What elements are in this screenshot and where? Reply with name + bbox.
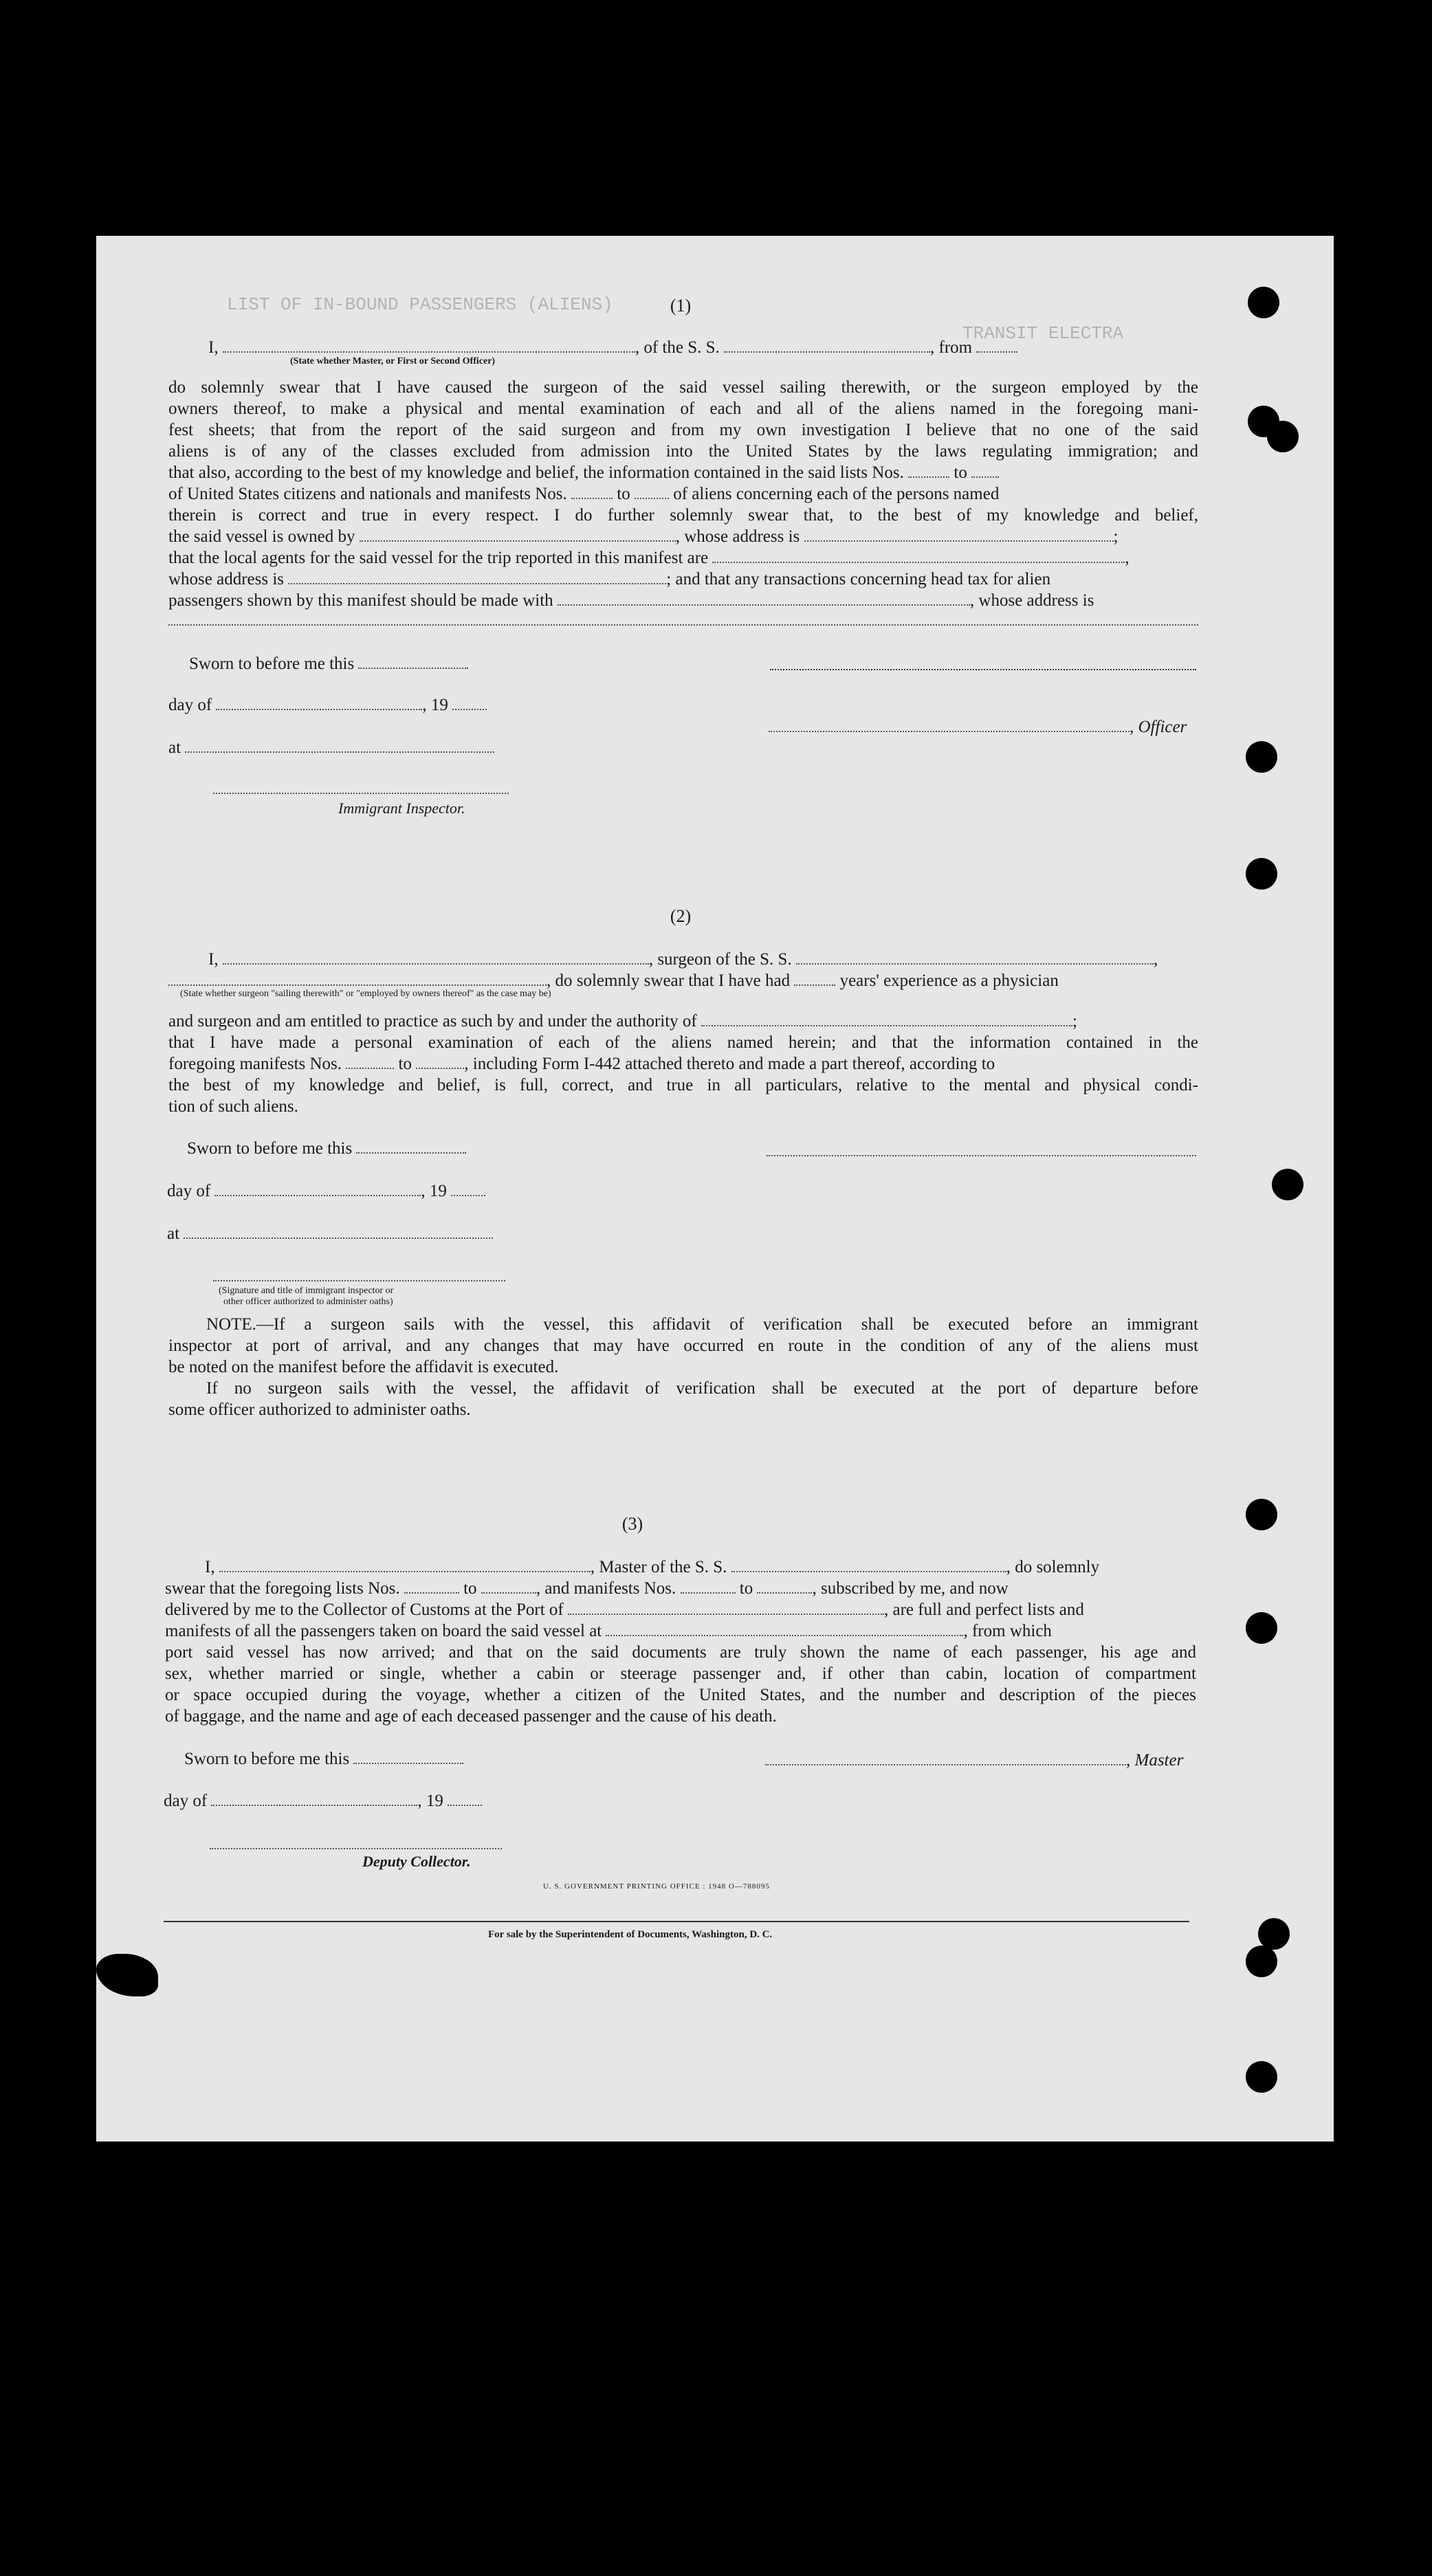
s2-at: at	[167, 1223, 493, 1245]
s3-line1: I, , Master of the S. S. , do solemnly	[205, 1558, 1100, 1576]
s3-day: day of , 19	[164, 1790, 482, 1812]
punch-hole	[1246, 1946, 1277, 1977]
s2-note-1: NOTE.—If a surgeon sails with the vessel, this affidavit of verification shall be executed before an immigrant	[206, 1315, 1198, 1334]
s1-body-4: that also, according to the best of my knowledge and belief, the information contained in the said lists Nos. to	[168, 462, 999, 484]
s1-body-3: aliens is of any of the classes excluded from admission into the United States by the laws regulating immigration; and	[168, 442, 1198, 461]
s2-body4: the best of my knowledge and belief, is full, correct, and true in all particulars, relative to the mental and physical condi-	[168, 1076, 1198, 1094]
s3-body-2: or space occupied during the voyage, whether a citizen of the United States, and the number and description of the pieces	[165, 1686, 1196, 1704]
s2-day: day of , 19	[167, 1180, 485, 1202]
s2-body2: that I have made a personal examination of each of the aliens named herein; and that the information contained in the	[168, 1033, 1198, 1052]
s1-sworn: Sworn to before me this	[189, 653, 468, 675]
s3-line2: swear that the foregoing lists Nos. to , and manifests Nos. to , subscribed by me, and now	[165, 1579, 1009, 1598]
punch-hole	[1248, 287, 1279, 318]
s1-officer: , Officer	[769, 716, 1187, 738]
footer-rule	[164, 1921, 1189, 1922]
s2-line2: , do solemnly swear that I have had years' experience as a physician	[168, 970, 1059, 992]
s3-sworn: Sworn to before me this	[184, 1748, 463, 1770]
s1-day: day of , 19	[168, 694, 487, 716]
s1-body-2: fest sheets; that from the report of the said surgeon and from my own investigation I believe that no one of the said	[168, 421, 1198, 439]
s3-body-0: port said vessel has now arrived; and that on the said documents are truly shown the name of each passenger, his age and	[165, 1643, 1196, 1662]
s1-inspector-line	[213, 793, 509, 794]
s1-hint: (State whether Master, or First or Second Officer)	[290, 356, 496, 366]
s2-sig-hint-1: (Signature and title of immigrant inspector or	[219, 1286, 394, 1296]
s3-line3: delivered by me to the Collector of Customs at the Port of , are full and perfect lists and	[165, 1600, 1084, 1619]
punch-hole	[1246, 1499, 1277, 1530]
s1-blank-line	[168, 624, 1198, 626]
s1-line1: I, , of the S. S. , from	[208, 337, 1198, 359]
s1-body-9: whose address is ; and that any transactions concerning head tax for alien	[168, 570, 1051, 588]
punch-hole	[1272, 1169, 1303, 1200]
punch-hole	[1246, 1612, 1277, 1644]
s1-body-6: therein is correct and true in every respect. I do further solemnly swear that, to the best of my knowledge and belief,	[168, 506, 1198, 525]
s1-at: at	[168, 737, 494, 759]
header-ghost: LIST OF IN-BOUND PASSENGERS (ALIENS)	[227, 294, 613, 315]
section-3-number: (3)	[621, 1514, 643, 1534]
s3-body-3: of baggage, and the name and age of each deceased passenger and the cause of his death.	[165, 1707, 777, 1726]
s3-collector-line	[210, 1848, 502, 1849]
s2-note-5: some officer authorized to administer oaths.	[168, 1400, 471, 1419]
s1-body-7: the said vessel is owned by , whose address is ;	[168, 527, 1119, 546]
punch-hole	[1246, 858, 1277, 890]
s1-body-8: that the local agents for the said vessel for the trip reported in this manifest are ,	[168, 549, 1130, 567]
s2-body3: foregoing manifests Nos. to , including Form I-442 attached thereto and made a part thereof, according to	[168, 1055, 995, 1073]
s2-sworn: Sworn to before me this	[187, 1138, 466, 1160]
header-ghost-right: TRANSIT ELECTRA	[962, 323, 1124, 344]
s2-sig-hint-2: other officer authorized to administer oaths)	[223, 1297, 393, 1307]
punch-hole	[1267, 421, 1299, 452]
s2-note-2: inspector at port of arrival, and any changes that may have occurred en route in the condition of any of the aliens must	[168, 1336, 1198, 1355]
s2-body1: and surgeon and am entitled to practice as such by and under the authority of ;	[168, 1012, 1077, 1031]
punch-hole	[1246, 2061, 1277, 2093]
s2-note-4: If no surgeon sails with the vessel, the affidavit of verification shall be executed at the port of departure before	[206, 1379, 1198, 1398]
s1-inspector: Immigrant Inspector.	[338, 800, 465, 817]
s1-body-0: do solemnly swear that I have caused the surgeon of the said vessel sailing therewith, or the surgeon employed by the	[168, 378, 1198, 397]
s3-master: , Master	[765, 1750, 1183, 1772]
gpo-imprint: U. S. GOVERNMENT PRINTING OFFICE : 1948 O—788095	[543, 1882, 770, 1891]
s2-inspector-line	[213, 1280, 505, 1281]
s1-body-5: of United States citizens and nationals and manifests Nos. to of aliens concerning each of the persons named	[168, 485, 1000, 503]
s3-line4: manifests of all the passengers taken on board the said vessel at , from which	[165, 1622, 1052, 1640]
s3-collector: Deputy Collector.	[362, 1853, 471, 1870]
section-2-number: (2)	[670, 906, 692, 926]
section-1-number: (1)	[670, 296, 692, 316]
footer-text: For sale by the Superintendent of Documents, Washington, D. C.	[488, 1929, 773, 1940]
s3-body-1: sex, whether married or single, whether a cabin or steerage passenger and, if other than cabin, location of compartment	[165, 1664, 1196, 1683]
punch-hole	[1246, 741, 1277, 773]
s1-body-10: passengers shown by this manifest should be made with , whose address is	[168, 591, 1094, 610]
s2-body5: tion of such aliens.	[168, 1097, 298, 1116]
s1-body-1: owners thereof, to make a physical and mental examination of each and all of the aliens named in the foregoing mani-	[168, 399, 1198, 418]
s2-sig-line	[767, 1155, 1196, 1156]
s1-sig-line-1	[770, 669, 1196, 670]
s2-hint: (State whether surgeon "sailing therewith" or "employed by owners thereof" as the case may be)	[180, 989, 551, 999]
s2-note-3: be noted on the manifest before the affidavit is executed.	[168, 1358, 559, 1376]
s2-line1: I, , surgeon of the S. S. ,	[208, 950, 1158, 969]
